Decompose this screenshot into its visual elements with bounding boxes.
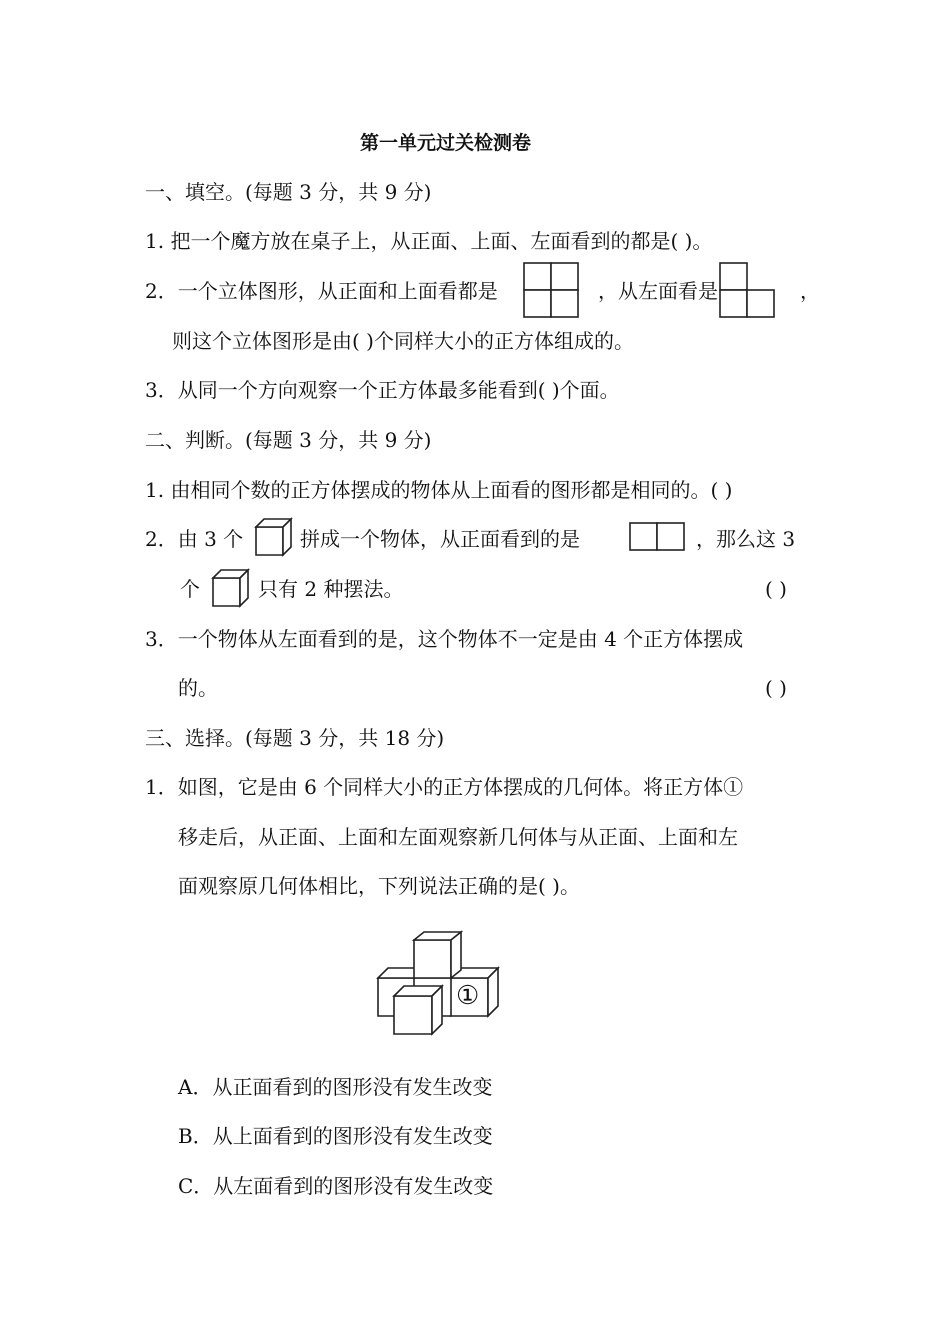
question-2-2-line2-a: 个 bbox=[180, 577, 200, 601]
question-2-3-line2: 的。 bbox=[178, 676, 218, 700]
answer-paren[interactable]: ( ) bbox=[765, 676, 787, 700]
question-2-2-text-a: 2．由 3 个 bbox=[145, 527, 244, 551]
question-2-3-line1: 3．一个物体从左面看到的是，这个物体不一定是由 4 个正方体摆成 bbox=[145, 627, 744, 651]
question-3-1-line3: 面观察原几何体相比，下列说法正确的是( )。 bbox=[178, 874, 580, 898]
section-heading-fill-blank: 一、填空。(每题 3 分，共 9 分) bbox=[145, 180, 432, 204]
question-2-2-line2-b: 只有 2 种摆法。 bbox=[258, 577, 404, 601]
small-cube-icon bbox=[255, 518, 293, 556]
question-1-1: 1. 把一个魔方放在桌子上，从正面、上面、左面看到的都是( )。 bbox=[145, 229, 713, 253]
question-1-2-text-c: ， bbox=[800, 279, 820, 303]
question-1-3: 3．从同一个方向观察一个正方体最多能看到( )个面。 bbox=[145, 378, 620, 402]
section-heading-true-false: 二、判断。(每题 3 分，共 9 分) bbox=[145, 428, 432, 452]
question-3-1-line2: 移走后，从正面、上面和左面观察新几何体与从正面、上面和左 bbox=[178, 825, 738, 849]
question-2-1: 1. 由相同个数的正方体摆成的物体从上面看的图形都是相同的。( ) bbox=[145, 478, 733, 502]
option-a[interactable]: A．从正面看到的图形没有发生改变 bbox=[178, 1075, 493, 1099]
question-2-2-text-c: ，那么这 3 bbox=[696, 527, 796, 551]
question-3-1-line1: 1．如图，它是由 6 个同样大小的正方体摆成的几何体。将正方体① bbox=[145, 775, 744, 799]
small-cube-icon bbox=[212, 569, 250, 607]
square-2x2-icon bbox=[523, 262, 579, 318]
option-c[interactable]: C．从左面看到的图形没有发生改变 bbox=[178, 1174, 494, 1198]
question-1-2-text-b: ，从左面看是 bbox=[598, 279, 718, 303]
l-shape-view-icon bbox=[719, 262, 775, 318]
section-heading-multiple-choice: 三、选择。(每题 3 分，共 18 分) bbox=[145, 726, 445, 750]
cube-label: ① bbox=[456, 981, 480, 1011]
cube-arrangement-figure bbox=[375, 930, 505, 1040]
page-title: 第一单元过关检测卷 bbox=[360, 132, 532, 154]
question-1-2-text-a: 2．一个立体图形，从正面和上面看都是 bbox=[145, 279, 498, 303]
answer-paren[interactable]: ( ) bbox=[765, 577, 787, 601]
two-squares-view-icon bbox=[629, 522, 685, 551]
question-2-2-text-b: 拼成一个物体，从正面看到的是 bbox=[300, 527, 580, 551]
option-b[interactable]: B．从上面看到的图形没有发生改变 bbox=[178, 1124, 493, 1148]
question-1-2-line2: 则这个立体图形是由( )个同样大小的正方体组成的。 bbox=[172, 329, 634, 353]
